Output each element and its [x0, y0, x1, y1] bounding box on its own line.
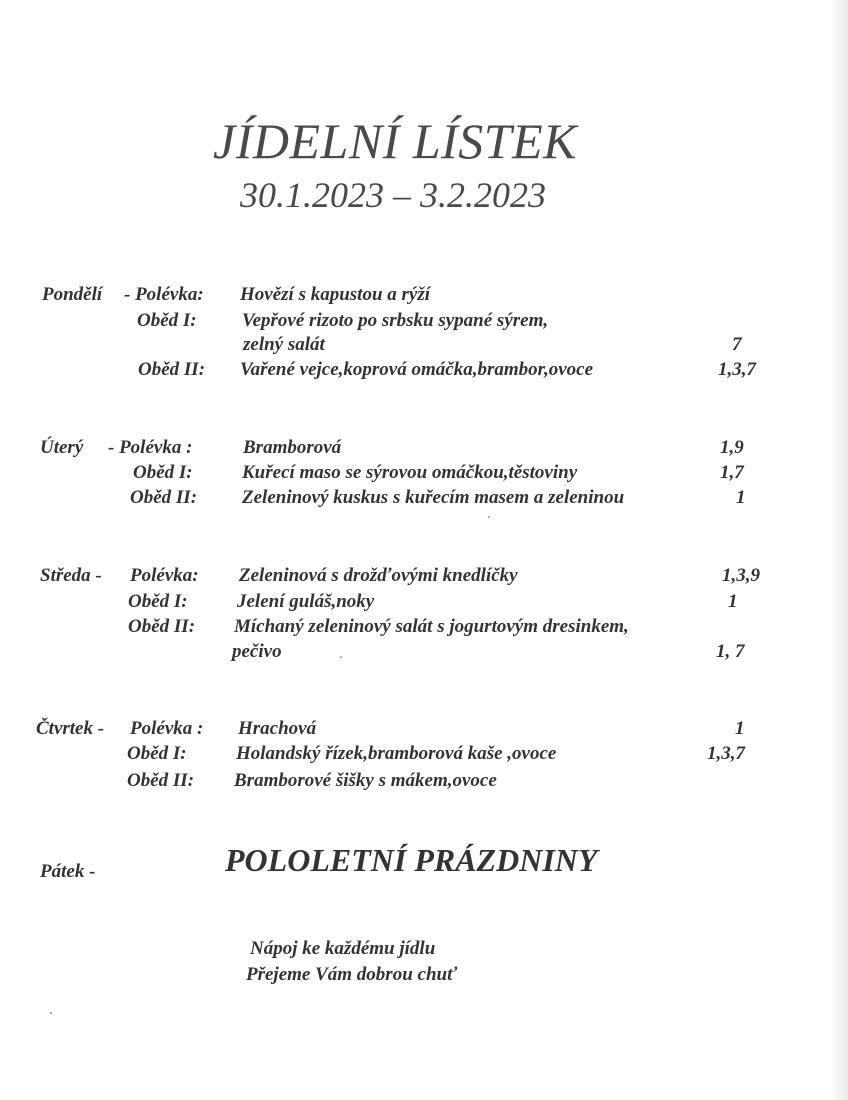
lunch2-label: Oběd II:: [138, 359, 206, 380]
lunch2-allergens: 1, 7: [716, 641, 745, 662]
day-label: Čtvrtek -: [36, 718, 105, 739]
scan-speck: [50, 1012, 52, 1014]
lunch1-dish-continued: zelný salát: [243, 334, 325, 355]
lunch1-label: Oběd I:: [137, 310, 197, 331]
page-title: JÍDELNÍ LÍSTEK: [213, 113, 577, 169]
soup-dish: Bramborová: [243, 437, 342, 458]
lunch1-dish: Jelení guláš,noky: [237, 591, 375, 612]
lunch1-label: Oběd I:: [128, 591, 188, 612]
day-label: Úterý: [40, 437, 84, 458]
day-label: Pondělí: [42, 284, 103, 305]
soup-allergens: 1,3,9: [722, 565, 760, 586]
lunch1-dish: Vepřové rizoto po srbsku sypané sýrem,: [242, 310, 549, 331]
soup-allergens: 1: [735, 718, 745, 739]
soup-label: - Polévka :: [108, 437, 193, 458]
lunch2-label: Oběd II:: [127, 770, 195, 791]
soup-dish: Hovězí s kapustou a rýží: [240, 284, 431, 305]
lunch1-allergens: 7: [732, 334, 742, 355]
lunch2-dish-continued: pečivo: [232, 641, 282, 662]
day-label: Pátek -: [40, 861, 96, 882]
lunch2-label: Oběd II:: [130, 487, 198, 508]
lunch1-dish: Holandský řízek,bramborová kaše ,ovoce: [236, 743, 557, 764]
scan-edge-shadow: [830, 0, 848, 1100]
soup-allergens: 1,9: [720, 437, 744, 458]
lunch2-label: Oběd II:: [128, 616, 196, 637]
lunch1-dish: Kuřecí maso se sýrovou omáčkou,těstoviny: [242, 462, 578, 483]
day-label: Středa -: [40, 565, 102, 586]
lunch2-allergens: 1,3,7: [718, 359, 756, 380]
lunch2-allergens: 1: [736, 487, 746, 508]
holiday-note: POLOLETNÍ PRÁZDNINY: [225, 842, 598, 878]
lunch2-dish: Zeleninový kuskus s kuřecím masem a zeleninou: [242, 487, 625, 508]
lunch1-label: Oběd I:: [133, 462, 193, 483]
soup-label: Polévka:: [130, 565, 199, 586]
lunch1-allergens: 1,7: [720, 462, 744, 483]
soup-label: - Polévka:: [124, 284, 204, 305]
soup-dish: Zeleninová s drožďovými knedlíčky: [239, 565, 518, 586]
lunch2-dish: Míchaný zeleninový salát s jogurtovým dresinkem,: [234, 616, 629, 637]
scan-speck: [488, 516, 490, 518]
footer-drink-note: Nápoj ke každému jídlu: [250, 938, 436, 959]
lunch2-dish: Bramborové šišky s mákem,ovoce: [234, 770, 497, 791]
date-range: 30.1.2023 – 3.2.2023: [240, 175, 546, 215]
scan-speck: [340, 656, 342, 658]
soup-label: Polévka :: [130, 718, 204, 739]
soup-dish: Hrachová: [238, 718, 317, 739]
footer-greeting: Přejeme Vám dobrou chuť: [246, 964, 458, 985]
lunch1-allergens: 1,3,7: [707, 743, 745, 764]
lunch2-dish: Vařené vejce,koprová omáčka,brambor,ovoce: [240, 359, 594, 380]
lunch1-allergens: 1: [728, 591, 738, 612]
lunch1-label: Oběd I:: [127, 743, 187, 764]
